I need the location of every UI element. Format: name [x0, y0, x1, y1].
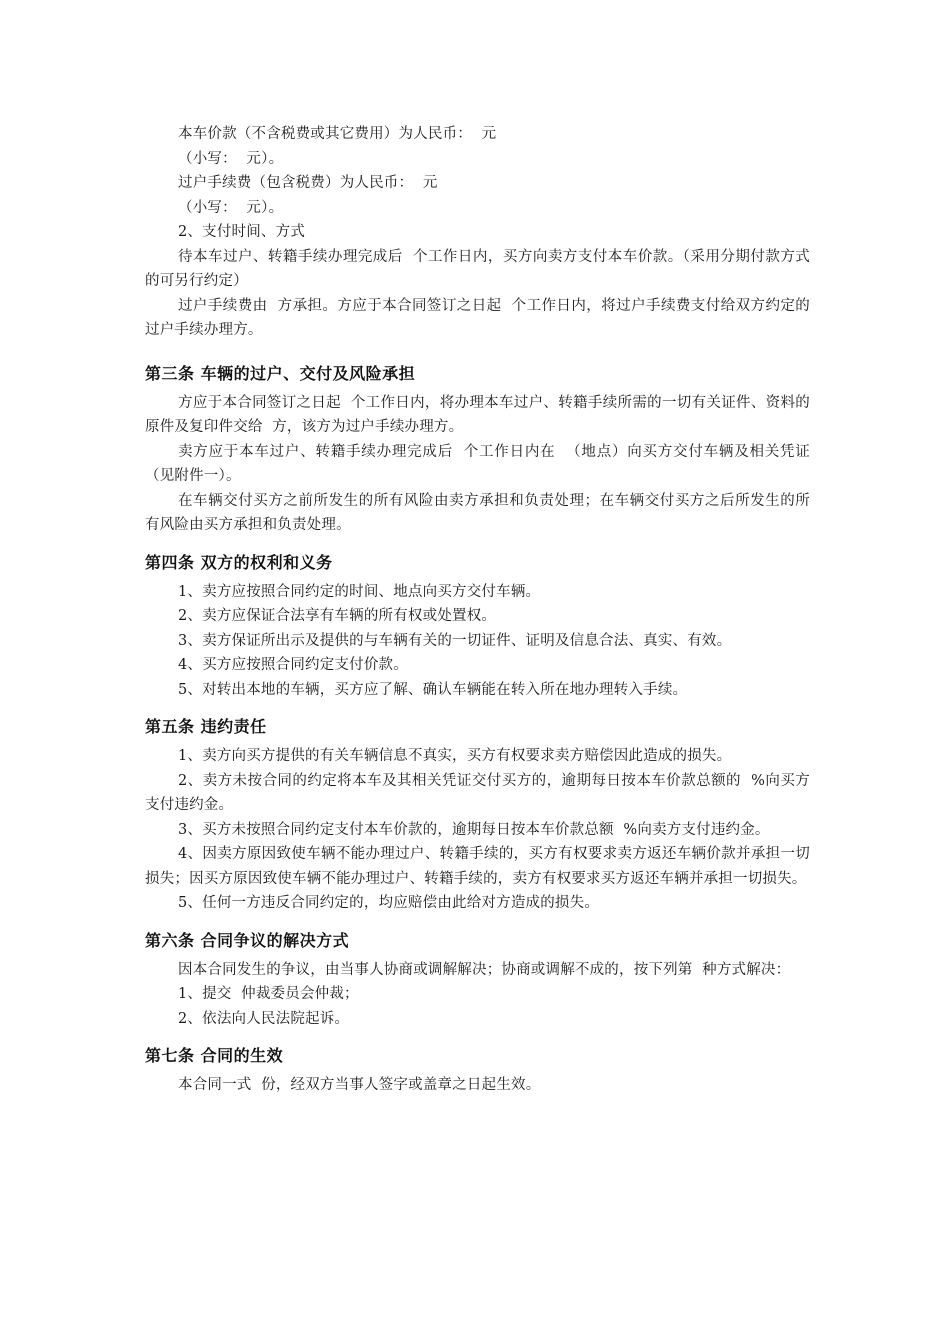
price-small-line: （小写： 元）。 — [178, 150, 284, 167]
section-paragraph: 2、依法向人民法院起诉。 — [178, 1010, 350, 1027]
fee-small-line: （小写： 元）。 — [178, 199, 284, 216]
section-paragraph: 在车辆交付买方之前所发生的所有风险由卖方承担和负责处理；在车辆交付买方之后所发生的所有风险由买方承担和负责处理。 — [145, 492, 810, 533]
section-paragraph: 3、卖方保证所出示及提供的与车辆有关的一切证件、证明及信息合法、真实、有效。 — [178, 632, 732, 649]
section-paragraph: 1、卖方应按照合同约定的时间、地点向买方交付车辆。 — [178, 583, 541, 600]
section-paragraph: 5、对转出本地的车辆，买方应了解、确认车辆能在转入所在地办理转入手续。 — [178, 681, 688, 698]
section-paragraph: 4、买方应按照合同约定支付价款。 — [178, 657, 408, 673]
section-title: 第三条 车辆的过户、交付及风险承担 — [145, 363, 416, 383]
section-paragraph: 因本合同发生的争议，由当事人协商或调解解决；协商或调解不成的，按下列第 种方式解决： — [178, 961, 791, 978]
section-paragraph: 1、卖方向买方提供的有关车辆信息不真实，买方有权要求卖方赔偿因此造成的损失。 — [178, 748, 732, 764]
section-article-6 — [145, 930, 810, 1032]
section-paragraph: 4、因卖方原因致使车辆不能办理过户、转籍手续的，买方有权要求卖方返还车辆价款并承担一切损失；因买方原因致使车辆不能办理过户、转籍手续的，卖方有权要求买方返还车辆并承担一切损失。 — [145, 846, 810, 887]
section-article-5 — [145, 716, 810, 916]
payment-method-heading: 2、支付时间、方式 — [178, 224, 306, 240]
section-paragraph: 2、卖方应保证合法享有车辆的所有权或处置权。 — [178, 608, 497, 624]
section-title: 第五条 违约责任 — [145, 717, 267, 736]
document-page — [145, 122, 810, 1098]
payment-time-paragraph: 待本车过户、转籍手续办理完成后 个工作日内，买方向卖方支付本车价款。（采用分期付款方式的可另行约定） — [145, 248, 810, 289]
section-paragraph: 本合同一式 份，经双方当事人签字或盖章之日起生效。 — [178, 1077, 541, 1093]
section-paragraph: 方应于本合同签订之日起 个工作日内，将办理本车过户、转籍手续所需的一切有关证件、资料的原件及复印件交给 方，该方为过户手续办理方。 — [145, 394, 810, 435]
section-paragraph: 2、卖方未按合同的约定将本车及其相关凭证交付买方的，逾期每日按本车价款总额的 %向买方支付违约金。 — [145, 772, 810, 813]
section-paragraph: 1、提交 仲裁委员会仲裁； — [178, 986, 359, 1002]
section-title: 第四条 双方的权利和义务 — [145, 552, 333, 572]
price-line: 本车价款（不含税费或其它费用）为人民币： 元 — [178, 126, 497, 142]
section-article-3 — [145, 363, 810, 538]
section-title: 第七条 合同的生效 — [145, 1046, 284, 1065]
section-article-7 — [145, 1045, 810, 1098]
section-paragraph: 卖方应于本车过户、转籍手续办理完成后 个工作日内在 （地点）向买方交付车辆及相关凭证（见附件一）。 — [145, 443, 810, 484]
payment-block — [145, 122, 810, 343]
section-paragraph: 5、任何一方违反合同约定的，均应赔偿由此给对方造成的损失。 — [178, 895, 600, 911]
fee-payment-paragraph: 过户手续费由 方承担。方应于本合同签订之日起 个工作日内，将过户手续费支付给双方约定的过户手续办理方。 — [145, 297, 810, 338]
section-paragraph: 3、买方未按照合同约定支付本车价款的，逾期每日按本车价款总额 %向卖方支付违约金。 — [178, 821, 770, 838]
section-title: 第六条 合同争议的解决方式 — [145, 930, 350, 950]
fee-line: 过户手续费（包含税费）为人民币： 元 — [178, 175, 438, 191]
section-article-4 — [145, 552, 810, 703]
